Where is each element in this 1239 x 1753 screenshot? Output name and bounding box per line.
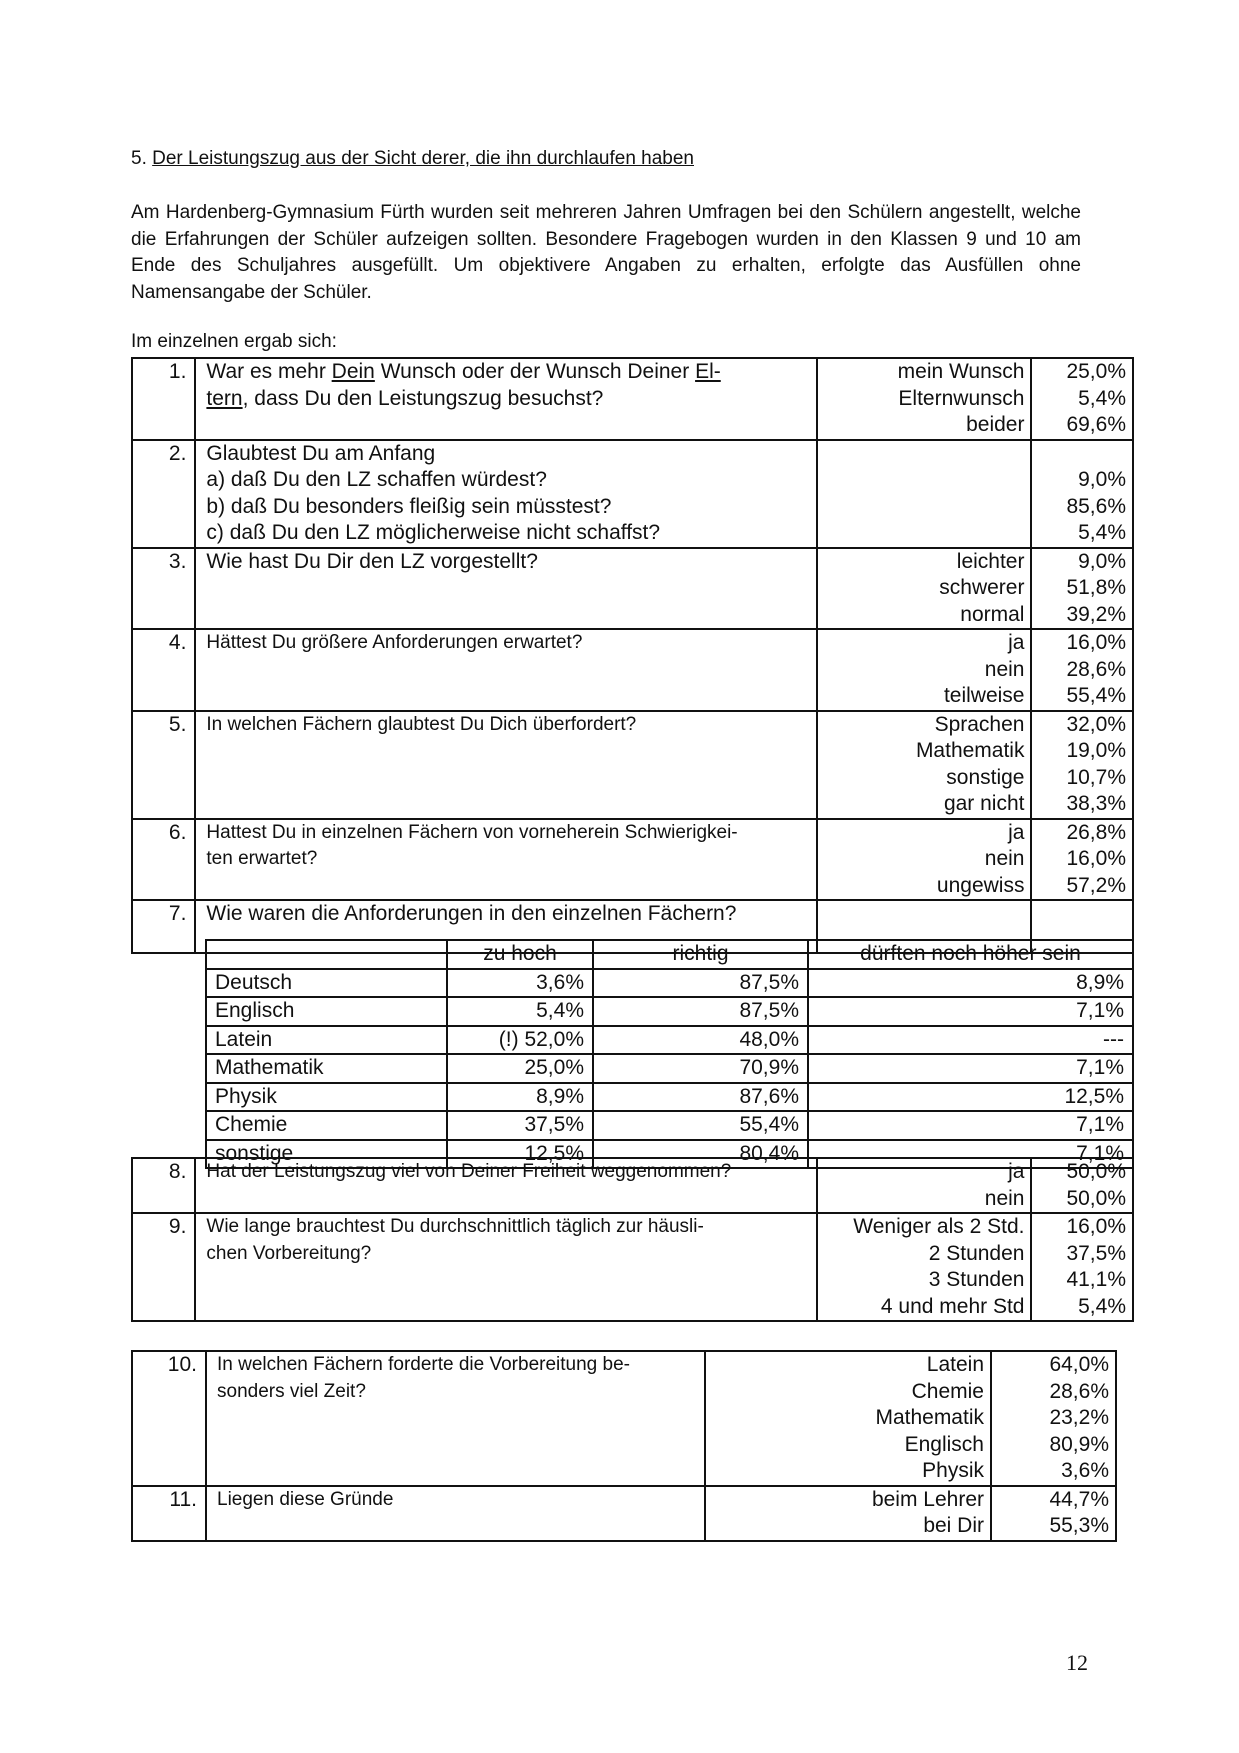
answer-values: 32,0% 19,0% 10,7% 38,3%	[1031, 711, 1133, 819]
question-text: Wie waren die Anforderungen in den einzelnen Fächern?	[195, 900, 817, 953]
question-number: 10.	[132, 1351, 206, 1486]
answer-options: leichter schwerer normal	[817, 548, 1032, 630]
question-row-2	[132, 440, 1133, 548]
answer-options: Weniger als 2 Std. 2 Stunden 3 Stunden 4 und mehr Std	[817, 1213, 1032, 1321]
question-text: Wie hast Du Dir den LZ vorgestellt?	[195, 548, 817, 630]
survey-table-continued	[131, 1157, 1134, 1322]
answer-values: 9,0% 85,6% 5,4%	[1031, 440, 1133, 548]
table-row: Chemie 37,5% 55,4% 7,1%	[206, 1111, 1133, 1140]
question-text: Hättest Du größere Anforderungen erwartet?	[195, 629, 817, 711]
results-label: Im einzelnen ergab sich:	[131, 331, 337, 352]
question-row-1	[132, 358, 1133, 440]
question-text: In welchen Fächern glaubtest Du Dich überfordert?	[195, 711, 817, 819]
answer-values: 50,0% 50,0%	[1031, 1158, 1133, 1213]
answer-values: 16,0% 37,5% 41,1% 5,4%	[1031, 1213, 1133, 1321]
answer-options: ja nein teilweise	[817, 629, 1032, 711]
question-text: Glaubtest Du am Anfang a) daß Du den LZ schaffen würdest? b) daß Du besonders fleißig sein müsstest? c) daß Du den LZ möglicherweise nicht schaffst?	[195, 440, 817, 548]
answer-values: 64,0% 28,6% 23,2% 80,9% 3,6%	[991, 1351, 1116, 1486]
question-number: 11.	[132, 1486, 206, 1541]
question-number: 1.	[132, 358, 195, 440]
answer-values: 44,7% 55,3%	[991, 1486, 1116, 1541]
question-row-9	[132, 1213, 1133, 1321]
question-number: 7.	[132, 900, 195, 953]
table-row: sonstige 12,5% 80,4% 7,1%	[206, 1140, 1133, 1169]
question-number: 8.	[132, 1158, 195, 1213]
question-text: In welchen Fächern forderte die Vorbereitung be- sonders viel Zeit?	[206, 1351, 705, 1486]
section-number: 5.	[131, 148, 147, 169]
question-number: 4.	[132, 629, 195, 711]
question-number: 2.	[132, 440, 195, 548]
question-row-10	[132, 1351, 1116, 1486]
answer-options: ja nein ungewiss	[817, 819, 1032, 901]
section-title: Der Leistungszug aus der Sicht derer, die ihn durchlaufen haben	[152, 148, 694, 169]
question-row-5	[132, 711, 1133, 819]
question-text: Wie lange brauchtest Du durchschnittlich täglich zur häusli- chen Vorbereitung?	[195, 1213, 817, 1321]
section-heading	[131, 148, 694, 170]
question-text: Hat der Leistungszug viel von Deiner Freiheit weggenommen?	[195, 1158, 817, 1213]
answer-options	[817, 440, 1032, 548]
question-number: 3.	[132, 548, 195, 630]
answer-options: ja nein	[817, 1158, 1032, 1213]
question-text: Hattest Du in einzelnen Fächern von vorneherein Schwierigkei- ten erwartet?	[195, 819, 817, 901]
table-row: Mathematik 25,0% 70,9% 7,1%	[206, 1054, 1133, 1083]
question-number: 5.	[132, 711, 195, 819]
question-row-3	[132, 548, 1133, 630]
column-header: zu hoch	[447, 940, 593, 969]
column-header	[206, 940, 447, 969]
answer-values: 25,0% 5,4% 69,6%	[1031, 358, 1133, 440]
table-row: Physik 8,9% 87,6% 12,5%	[206, 1083, 1133, 1112]
answer-options: Sprachen Mathematik sonstige gar nicht	[817, 711, 1032, 819]
table-row: Englisch 5,4% 87,5% 7,1%	[206, 997, 1133, 1026]
answer-options: Latein Chemie Mathematik Englisch Physik	[705, 1351, 991, 1486]
answer-values: 16,0% 28,6% 55,4%	[1031, 629, 1133, 711]
question-row-6	[132, 819, 1133, 901]
preparation-table	[131, 1350, 1117, 1542]
page-number: 12	[1066, 1650, 1088, 1675]
question-row-4	[132, 629, 1133, 711]
question-row-8	[132, 1158, 1133, 1213]
question-number: 6.	[132, 819, 195, 901]
question-number: 9.	[132, 1213, 195, 1321]
answer-values: 9,0% 51,8% 39,2%	[1031, 548, 1133, 630]
column-header: richtig	[593, 940, 808, 969]
question-text: Liegen diese Gründe	[206, 1486, 705, 1541]
survey-table	[131, 357, 1134, 954]
answer-values: 26,8% 16,0% 57,2%	[1031, 819, 1133, 901]
column-header: dürften noch höher sein	[808, 940, 1133, 969]
question-text: War es mehr Dein Wunsch oder der Wunsch Deiner El- tern, dass Du den Leistungszug besuchst?	[195, 358, 817, 440]
table-header	[206, 940, 1133, 969]
question-row-11	[132, 1486, 1116, 1541]
table-row: Latein (!) 52,0% 48,0% ---	[206, 1026, 1133, 1055]
table-row: Deutsch 3,6% 87,5% 8,9%	[206, 969, 1133, 998]
answer-options: mein Wunsch Elternwunsch beider	[817, 358, 1032, 440]
answer-options: beim Lehrer bei Dir	[705, 1486, 991, 1541]
subject-requirements-table	[205, 939, 1134, 1169]
intro-paragraph: Am Hardenberg-Gymnasium Fürth wurden seit mehreren Jahren Umfragen bei den Schülern angestellt, welche die Erfahrungen der Schüler aufzeigen sollten. Besondere Fragebogen wurden in den Klassen 9 und 10 am Ende des Schuljahres ausgefüllt. Um objektivere Angaben zu erhalten, erfolgte das Ausfüllen ohne Namensangabe der Schüler.	[131, 202, 1081, 303]
